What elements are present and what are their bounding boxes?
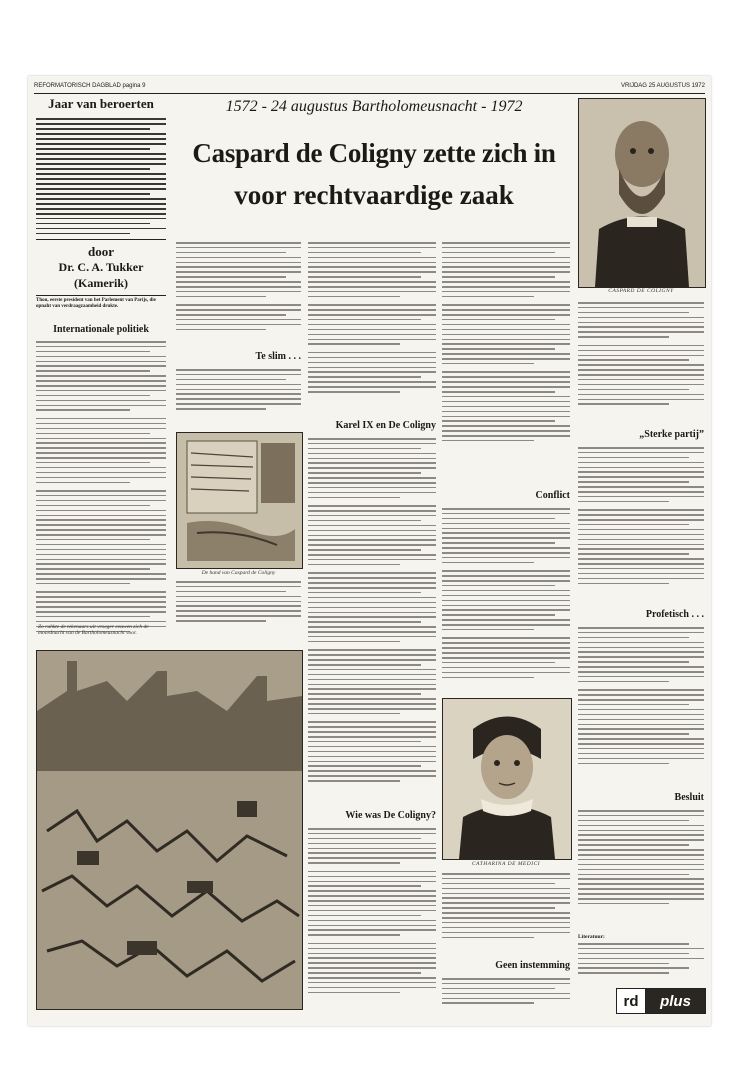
coligny-portrait <box>578 98 706 288</box>
byline-door: door <box>88 244 114 259</box>
section-conflict: Conflict <box>535 490 570 501</box>
col-d-text-low <box>578 627 704 787</box>
section-besluit: Besluit <box>674 792 704 803</box>
headline-line-2: voor rechtvaardige zaak <box>234 180 514 210</box>
col-d-text-mid <box>578 447 704 607</box>
coligny-hand-drawing <box>177 433 302 568</box>
logo-plus: plus <box>646 989 705 1013</box>
medici-caption: CATHARINA DE MEDICI <box>471 861 541 867</box>
col-c-text-end <box>442 978 570 1012</box>
page-header <box>34 80 705 92</box>
logo-rd: rd <box>617 989 646 1013</box>
col-b-text-bottom <box>308 438 436 806</box>
section-profetisch: Profetisch . . . <box>645 609 704 620</box>
sidebar-intro-text <box>36 118 166 236</box>
byline-rule-bottom <box>36 295 166 296</box>
coligny-hand-image <box>176 432 303 569</box>
section-sterke-partij: „Sterke partij” <box>639 429 704 440</box>
section-internationale-politiek: Internationale politiek <box>53 324 149 335</box>
col-a-text-bottom <box>176 581 301 643</box>
headline-line-1: Caspard de Coligny zette zich in <box>192 138 556 168</box>
section-geen-instemming: Geen instemming <box>495 960 570 971</box>
col-a-text-mid <box>176 369 301 429</box>
rd-plus-logo <box>616 988 706 1014</box>
coligny-portrait-drawing <box>579 99 705 287</box>
byline-note: Thou, eerste president van het Parlement van Parijs, die opnaht van verdraagzaamheid drukte. <box>36 298 156 309</box>
col-d-text-end <box>578 810 704 932</box>
header-rule <box>34 93 705 94</box>
newspaper-page <box>28 76 711 1026</box>
col-b-text-end <box>308 828 436 1010</box>
byline-author: Dr. C. A. Tukker <box>58 260 144 274</box>
col-d-text-top <box>578 302 704 427</box>
col-c-text-mid <box>442 508 570 698</box>
literature-list <box>578 943 704 983</box>
coligny-portrait-caption: CASPARD DE COLIGNY <box>608 288 674 294</box>
hand-caption: De hand van Caspard de Coligny <box>201 570 276 576</box>
banner-date-line: 1572 - 24 augustus Bartholomeusnacht - 1972 <box>225 98 523 115</box>
header-right: VRIJDAG 25 AUGUSTUS 1972 <box>620 83 705 89</box>
byline-rule-top <box>36 239 166 240</box>
sidebar-caption: Zo ruhkte de tekenaars uit vroeger eeuwen zich de moordnacht van de Bartholomeusnacht voor. <box>38 624 149 636</box>
bartholomeusnacht-etching <box>36 650 303 1010</box>
header-left: REFORMATORISCH DAGBLAD pagina 9 <box>34 83 146 89</box>
col-a-text-top <box>176 242 301 352</box>
etching-drawing <box>37 651 302 1009</box>
byline-place: (Kamerik) <box>74 276 128 290</box>
sidebar-body-text <box>36 341 166 641</box>
section-karel: Karel IX en De Coligny <box>335 420 436 431</box>
col-c-text-top <box>442 242 570 490</box>
col-c-text-low <box>442 873 570 958</box>
col-b-text-top <box>308 242 436 417</box>
literature-label: Literatuur: <box>578 934 605 940</box>
medici-portrait-drawing <box>443 699 571 859</box>
medici-portrait <box>442 698 572 860</box>
section-te-slim: Te slim . . . <box>255 351 301 362</box>
section-wie-was: Wie was De Coligny? <box>345 810 436 821</box>
sidebar-title: Jaar van beroerten <box>48 96 154 111</box>
